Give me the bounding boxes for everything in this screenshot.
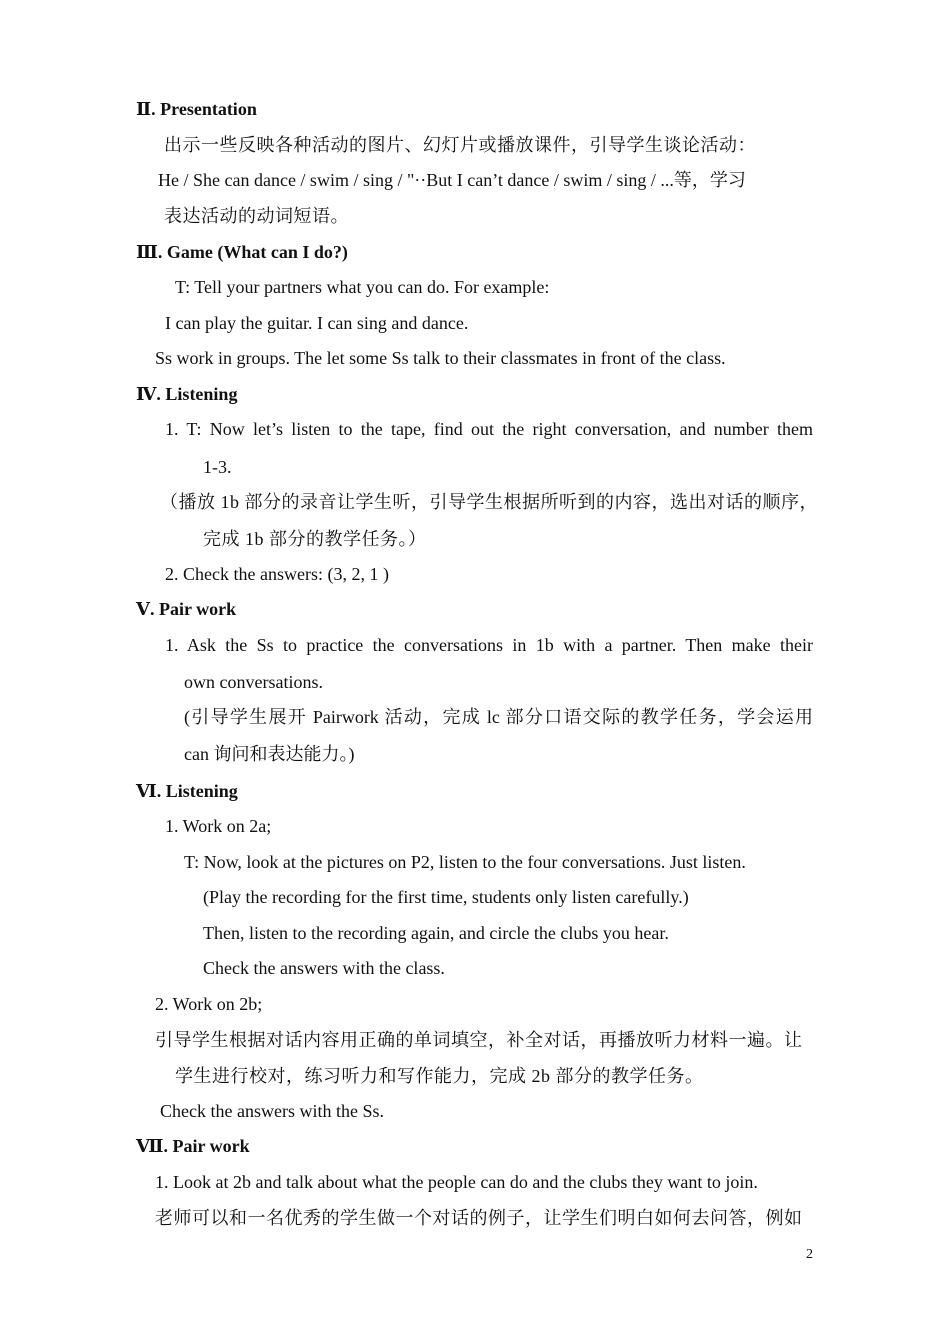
paragraph-line: 表达活动的动词短语。 [164,206,349,226]
section-heading-listening-2: Ⅵ. Listening [136,781,238,801]
paragraph-line: （播放 1b 部分的录音让学生听，引导学生根据所听到的内容，选出对话的顺序， [160,492,818,512]
paragraph-line: 1-3. [203,457,232,477]
paragraph-line: can 询问和表达能力。) [184,744,355,764]
paragraph-line: own conversations. [184,672,323,692]
paragraph-line: I can play the guitar. I can sing and dance. [165,313,469,333]
paragraph-line: 2. Check the answers: (3, 2, 1 ) [165,564,389,584]
paragraph-line: 1. Look at 2b and talk about what the people can do and the clubs they want to join. [155,1172,758,1192]
paragraph-line: T: Tell your partners what you can do. For example: [175,277,550,297]
paragraph-line: 学生进行校对，练习听力和写作能力，完成 2b 部分的教学任务。 [175,1066,704,1086]
section-heading-presentation: Ⅱ. Presentation [136,99,257,119]
section-heading-pair-work-1: Ⅴ. Pair work [136,599,237,619]
page-number: 2 [806,1247,813,1262]
paragraph-line: 1. Ask the Ss to practice the conversations in 1b with a partner. Then make their [165,635,813,655]
paragraph-line: 2. Work on 2b; [155,994,263,1014]
paragraph-line: Ss work in groups. The let some Ss talk to their classmates in front of the class. [155,348,726,368]
section-heading-pair-work-2: Ⅶ. Pair work [136,1136,250,1156]
paragraph-line: 老师可以和一名优秀的学生做一个对话的例子，让学生们明白如何去问答，例如 [155,1208,803,1228]
paragraph-line: 引导学生根据对话内容用正确的单词填空，补全对话，再播放听力材料一遍。让 [155,1030,803,1050]
section-heading-game: Ⅲ. Game (What can I do?) [136,242,348,262]
paragraph-line: He / She can dance / swim / sing / "··But I can’t dance / swim / sing / ...等，学习 [158,170,746,190]
paragraph-line: 出示一些反映各种活动的图片、幻灯片或播放课件，引导学生谈论活动： [164,135,756,155]
section-heading-listening-1: Ⅳ. Listening [136,384,238,404]
paragraph-line: Check the answers with the class. [203,958,445,978]
paragraph-line: T: Now, look at the pictures on P2, listen to the four conversations. Just listen. [184,852,746,872]
paragraph-line: (Play the recording for the first time, students only listen carefully.) [203,887,689,907]
paragraph-line: 1. Work on 2a; [165,816,272,836]
paragraph-line: Check the answers with the Ss. [160,1101,384,1121]
paragraph-line: 完成 1b 部分的教学任务。） [203,529,427,549]
paragraph-line: (引导学生展开 Pairwork 活动，完成 lc 部分口语交际的教学任务，学会运用 [184,707,813,727]
paragraph-line: Then, listen to the recording again, and circle the clubs you hear. [203,923,669,943]
paragraph-line: 1. T: Now let’s listen to the tape, find out the right conversation, and number them [165,419,813,439]
